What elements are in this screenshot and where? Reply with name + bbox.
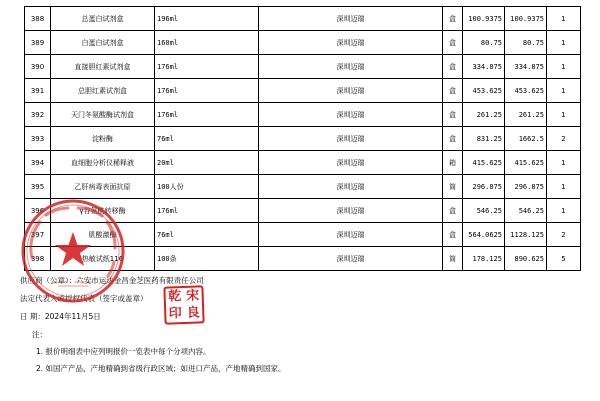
table-row [25, 55, 581, 79]
note-item-2: 2. 如国产产品，产地精确到省级行政区域；如进口产品，产地精确到国家。 [36, 364, 286, 373]
product-name-cell: 肌酸激酶 [51, 223, 155, 247]
manufacturer-cell: 深圳迈瑞 [259, 247, 443, 271]
total-price-cell: 80.75 [505, 31, 547, 55]
personal-seal [163, 285, 204, 324]
seal-char: 印 [168, 305, 183, 322]
quantity-cell: 2 [547, 127, 581, 151]
manufacturer-cell: 深圳迈瑞 [259, 55, 443, 79]
row-number-cell: 395 [25, 175, 51, 199]
product-name-cell: γ谷氨酰转移酶 [51, 199, 155, 223]
unit-cell: 盒 [443, 127, 463, 151]
product-name-cell: 热敏试纸116 [51, 247, 155, 271]
product-spec-cell: 20ml [155, 151, 259, 175]
unit-cell: 盒 [443, 103, 463, 127]
table-row [25, 151, 581, 175]
total-price-cell: 546.25 [505, 199, 547, 223]
row-number-cell: 388 [25, 7, 51, 31]
row-number-cell: 397 [25, 223, 51, 247]
row-number-cell: 396 [25, 199, 51, 223]
quantity-cell: 5 [547, 247, 581, 271]
table-row [25, 7, 581, 31]
product-spec-cell: 196ml [155, 7, 259, 31]
product-spec-cell: 176ml [155, 79, 259, 103]
quantity-cell: 1 [547, 175, 581, 199]
unit-cell: 箱 [443, 151, 463, 175]
quantity-cell: 1 [547, 199, 581, 223]
quantity-cell: 1 [547, 7, 581, 31]
unit-price-cell: 334.875 [463, 55, 505, 79]
unit-price-cell: 453.625 [463, 79, 505, 103]
table-row [25, 175, 581, 199]
note-item-1: 1. 报价明细表中应列明报价一览表中每个分项内容。 [36, 347, 211, 356]
unit-cell: 盒 [443, 55, 463, 79]
unit-price-cell: 546.25 [463, 199, 505, 223]
company-seal-icon [18, 196, 128, 306]
total-price-cell: 334.875 [505, 55, 547, 79]
table-row [25, 127, 581, 151]
product-name-cell: 血细胞分析仪稀释液 [51, 151, 155, 175]
unit-price-cell: 415.625 [463, 151, 505, 175]
row-number-cell: 392 [25, 103, 51, 127]
representative-line: 法定代表人或授权代表（签字或盖章） [20, 294, 148, 303]
product-spec-cell: 100人份 [155, 175, 259, 199]
manufacturer-cell: 深圳迈瑞 [259, 7, 443, 31]
table-row [25, 103, 581, 127]
product-name-cell: 天门冬氨酸酶试剂盒 [51, 103, 155, 127]
total-price-cell: 415.625 [505, 151, 547, 175]
total-price-cell: 261.25 [505, 103, 547, 127]
manufacturer-cell: 深圳迈瑞 [259, 31, 443, 55]
product-spec-cell: 176ml [155, 199, 259, 223]
row-number-cell: 393 [25, 127, 51, 151]
unit-price-cell: 831.25 [463, 127, 505, 151]
unit-cell: 盒 [443, 199, 463, 223]
quantity-cell: 1 [547, 31, 581, 55]
total-price-cell: 296.875 [505, 175, 547, 199]
unit-price-cell: 80.75 [463, 31, 505, 55]
date-line: 日 期：2024年11月5日 [20, 312, 101, 321]
manufacturer-cell: 深圳迈瑞 [259, 103, 443, 127]
seal-char: 乾 [167, 288, 182, 305]
product-name-cell: 直接胆红素试剂盒 [51, 55, 155, 79]
unit-cell: 盒 [443, 223, 463, 247]
quantity-cell: 1 [547, 103, 581, 127]
quantity-cell: 1 [547, 151, 581, 175]
total-price-cell: 453.625 [505, 79, 547, 103]
product-spec-cell: 76ml [155, 127, 259, 151]
unit-cell: 盒 [443, 7, 463, 31]
product-spec-cell: 176ml [155, 103, 259, 127]
total-price-cell: 1128.125 [505, 223, 547, 247]
row-number-cell: 391 [25, 79, 51, 103]
unit-price-cell: 261.25 [463, 103, 505, 127]
quantity-cell: 1 [547, 55, 581, 79]
product-name-cell: 乙肝病毒表面抗原 [51, 175, 155, 199]
manufacturer-cell: 深圳迈瑞 [259, 151, 443, 175]
unit-price-cell: 178.125 [463, 247, 505, 271]
product-spec-cell: 160ml [155, 31, 259, 55]
note-title: 注： [32, 330, 47, 339]
product-name-cell: 总蛋白试剂盒 [51, 7, 155, 31]
seal-char: 宋 [185, 287, 200, 304]
product-spec-cell: 176ml [155, 55, 259, 79]
unit-cell: 筒 [443, 247, 463, 271]
product-spec-cell: 100条 [155, 247, 259, 271]
product-spec-cell: 76ml [155, 223, 259, 247]
table-row [25, 79, 581, 103]
product-name-cell: 淀粉酶 [51, 127, 155, 151]
manufacturer-cell: 深圳迈瑞 [259, 79, 443, 103]
unit-cell: 盒 [443, 31, 463, 55]
quantity-cell: 1 [547, 79, 581, 103]
unit-price-cell: 564.0625 [463, 223, 505, 247]
row-number-cell: 394 [25, 151, 51, 175]
table-row [25, 31, 581, 55]
product-name-cell: 白蛋白试剂盒 [51, 31, 155, 55]
total-price-cell: 1662.5 [505, 127, 547, 151]
manufacturer-cell: 深圳迈瑞 [259, 127, 443, 151]
unit-price-cell: 296.875 [463, 175, 505, 199]
unit-price-cell: 100.9375 [463, 7, 505, 31]
row-number-cell: 389 [25, 31, 51, 55]
unit-cell: 盒 [443, 79, 463, 103]
product-name-cell: 总胆红素试剂盒 [51, 79, 155, 103]
unit-cell: 筒 [443, 175, 463, 199]
quantity-cell: 2 [547, 223, 581, 247]
row-number-cell: 390 [25, 55, 51, 79]
total-price-cell: 100.9375 [505, 7, 547, 31]
manufacturer-cell: 深圳迈瑞 [259, 199, 443, 223]
seal-char: 良 [186, 304, 201, 321]
manufacturer-cell: 深圳迈瑞 [259, 175, 443, 199]
supplier-line: 供应商（公章）：六安市运达金昌金芝医药有限责任公司 [20, 276, 204, 285]
manufacturer-cell: 深圳迈瑞 [259, 223, 443, 247]
total-price-cell: 890.625 [505, 247, 547, 271]
row-number-cell: 398 [25, 247, 51, 271]
